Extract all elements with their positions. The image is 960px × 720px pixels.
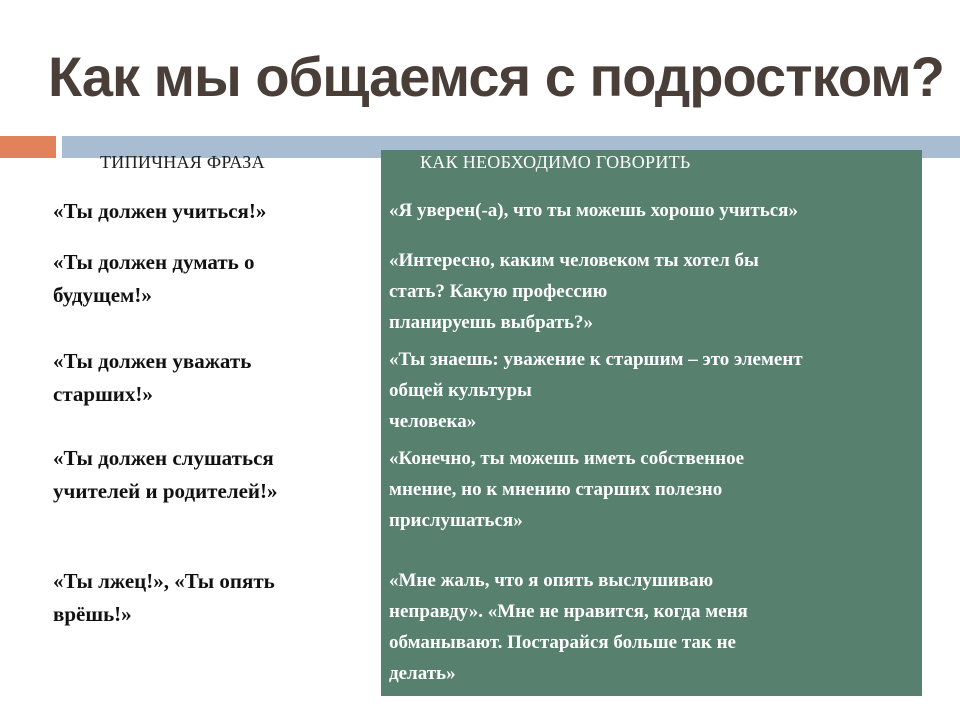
column-header-how-to-speak: КАК НЕОБХОДИМО ГОВОРИТЬ [420, 152, 691, 172]
typical-phrase-4 [53, 442, 373, 508]
phrase-line: врёшь!» [53, 602, 132, 626]
phrase-line: старших!» [53, 382, 153, 406]
phrase-line: «Ты должен уважать [53, 349, 252, 373]
recommended-phrase-2 [389, 245, 917, 338]
phrase-line: «Ты лжец!», «Ты опять [53, 569, 275, 593]
phrase-line: «Ты должен учиться!» [53, 199, 267, 223]
recommended-phrase-1 [389, 196, 917, 226]
typical-phrase-5 [53, 565, 373, 631]
answer-line: «Я уверен(-а), что ты можешь хорошо учиться» [389, 200, 798, 221]
answer-line: «Конечно, ты можешь иметь собственное [389, 448, 745, 469]
answer-line: «Интересно, каким человеком ты хотел бы [389, 250, 759, 271]
answer-line: «Ты знаешь: уважение к старшим – это элемент [389, 349, 803, 370]
answer-line: «Мне жаль, что я опять выслушиваю [389, 570, 714, 591]
answer-line: неправду». «Мне не нравится, когда меня [389, 601, 748, 622]
phrase-line: учителей и родителей!» [53, 479, 278, 503]
typical-phrase-3 [53, 345, 373, 411]
answer-line: стать? Какую профессию [389, 281, 608, 302]
phrase-line: «Ты должен слушаться [53, 446, 274, 470]
accent-bar-orange [0, 136, 56, 158]
typical-phrase-2 [53, 246, 373, 312]
recommended-phrase-5 [389, 565, 917, 689]
answer-line: прислушаться» [389, 510, 523, 531]
answer-line: обманывают. Постарайся больше так не [389, 632, 736, 653]
typical-phrase-1 [53, 195, 373, 228]
answer-line: делать» [389, 663, 456, 684]
slide-title: Как мы общаемся с подростком? [48, 45, 944, 108]
phrase-line: «Ты должен думать о [53, 250, 255, 274]
answer-line: общей культуры [389, 380, 532, 401]
phrase-line: будущем!» [53, 283, 152, 307]
answer-line: планируешь выбрать?» [389, 312, 594, 333]
recommended-phrase-3 [389, 344, 917, 437]
column-header-typical-phrase: ТИПИЧНАЯ ФРАЗА [100, 152, 265, 172]
answer-line: человека» [389, 411, 477, 432]
recommended-phrase-4 [389, 443, 917, 536]
answer-line: мнение, но к мнению старших полезно [389, 479, 723, 500]
